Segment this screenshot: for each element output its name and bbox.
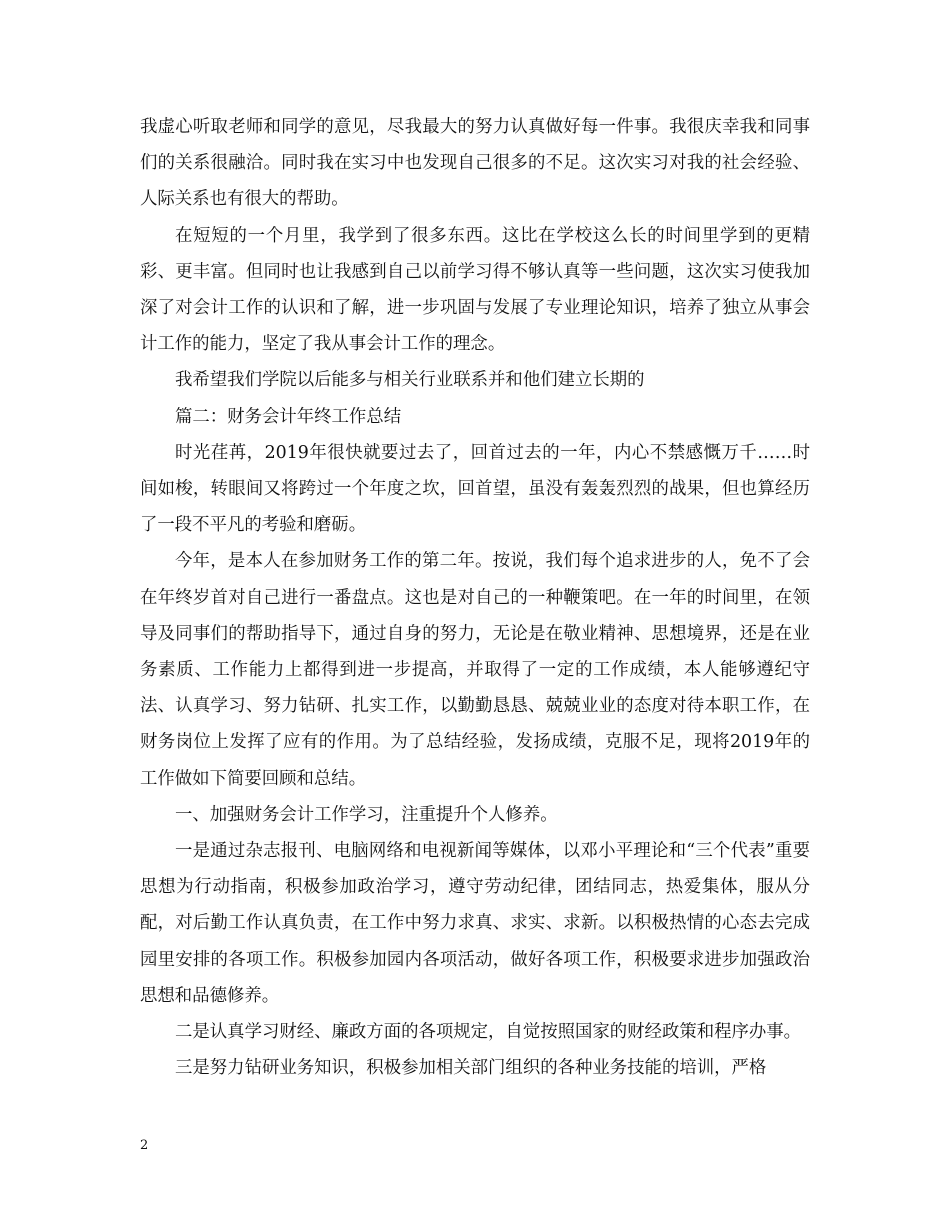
paragraph-9: 二是认真学习财经、廉政方面的各项规定，自觉按照国家的财经政策和程序办事。 — [175, 1022, 802, 1043]
paragraph-2: 在短短的一个月里，我学到了很多东西。这比在学校这么长的时间里学到的更精彩、更丰富。但同时也让我感到自己以前学习得不够认真等一些问题，这次实习使我加深了对会计工作的认识和了解，进一步巩固与发展了专业理论知识，培养了独立从事会计工作的能力，坚定了我从事会计工作的理念。 — [140, 225, 810, 355]
section-heading-2: 篇二：财务会计年终工作总结 — [175, 406, 402, 427]
paragraph-8: 一是通过杂志报刊、电脑网络和电视新闻等媒体，以邓小平理论和“三个代表”重要思想为行动指南，积极参加政治学习，遵守劳动纪律，团结同志，热爱集体，服从分配，对后勤工作认真负责，在工作中努力求真、求实、求新。以积极热情的心态去完成园里安排的各项工作。积极参加园内各项活动，做好各项工作，积极要求进步加强政治思想和品德修养。 — [140, 841, 810, 1006]
paragraph-3: 我希望我们学院以后能多与相关行业联系并和他们建立长期的 — [175, 370, 645, 391]
paragraph-10: 三是努力钻研业务知识，积极参加相关部门组织的各种业务技能的培训，严格 — [175, 1058, 767, 1079]
paragraph-5: 时光荏苒，2019年很快就要过去了，回首过去的一年，内心不禁感慨万千……时间如梭，转眼间又将跨过一个年度之坎，回首望，虽没有轰轰烈烈的战果，但也算经历了一段不平凡的考验和磨砺。 — [140, 442, 810, 536]
paragraph-1: 我虚心听取老师和同学的意见，尽我最大的努力认真做好每一件事。我很庆幸我和同事们的关系很融洽。同时我在实习中也发现自己很多的不足。这次实习对我的社会经验、人际关系也有很大的帮助。 — [140, 117, 810, 210]
subheading-1: 一、加强财务会计工作学习，注重提升个人修养。 — [175, 804, 558, 825]
document-body — [140, 109, 810, 1086]
paragraph-6: 今年，是本人在参加财务工作的第二年。按说，我们每个追求进步的人，免不了会在年终岁首对自己进行一番盘点。这也是对自己的一种鞭策吧。在一年的时间里，在领导及同事们的帮助指导下，通过自身的努力，无论是在敬业精神、思想境界，还是在业务素质、工作能力上都得到进一步提高，并取得了一定的工作成绩，本人能够遵纪守法、认真学习、努力钻研、扎实工作，以勤勤恳恳、兢兢业业的态度对待本职工作，在财务岗位上发挥了应有的作用。为了总结经验，发扬成绩，克服不足，现将2019年的工作做如下简要回顾和总结。 — [140, 551, 810, 789]
page-number: 2 — [140, 1138, 149, 1153]
